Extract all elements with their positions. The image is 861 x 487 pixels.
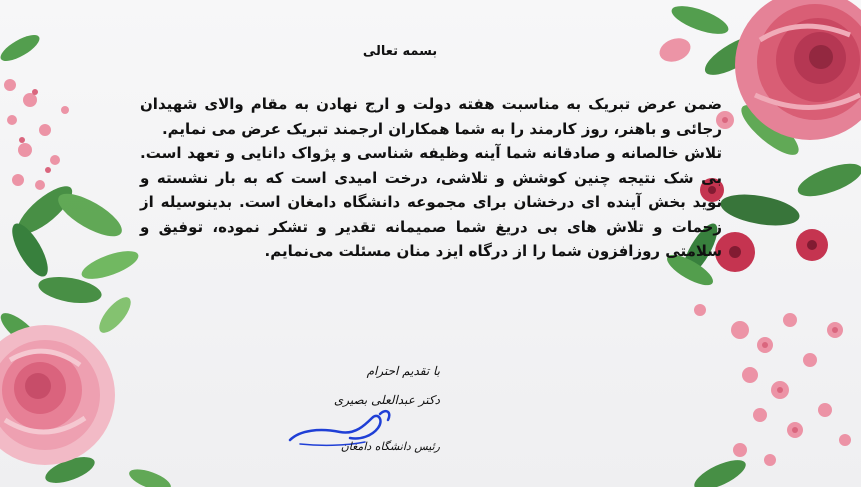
letter-body [140,92,722,264]
letter-paragraph-2: تلاش خالصانه و صادقانه شما آینه وظیفه شناسی و پژواک دانایی و تعهد است. بی شک نتیجه چنین کوشش و تلاشی، درخت امیدی است که به بار نشسته و نوید بخش آینده ای درخشان برای مجموعه دانشگاه دامغان است. بدینوسیله از زحمات و تلاش های بی دریغ شما صمیمانه تقدیر و تشکر نموده، توفیق و سلامتی روزافزون شما را از درگاه ایزد منان مسئلت می‌نمایم. [140,144,722,260]
signature-name: دکتر عبدالعلی بصیری [333,393,440,407]
signature-title: رئیس دانشگاه دامغان [340,440,440,453]
signature-closing: با تقدیم احترام [366,364,440,378]
letter-paragraph-1: ضمن عرض تبریک به مناسبت هفته دولت و ارج نهادن به مقام والای شهیدان رجائی و باهنر، روز کارمند را به شما همکاران ارجمند تبریک عرض می نمایم. [140,95,722,138]
letter-heading: بسمه تعالی [362,44,438,59]
